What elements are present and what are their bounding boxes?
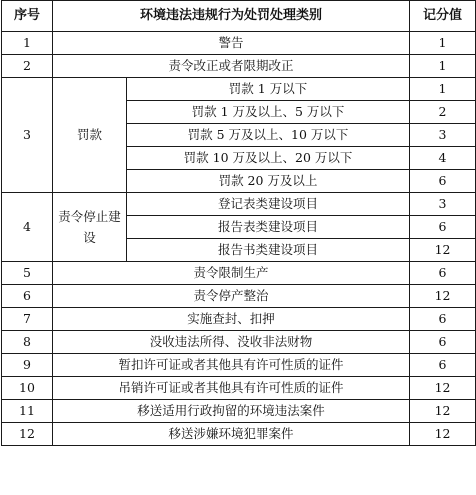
table-row — [2, 423, 476, 446]
row-subcategory: 报告书类建设项目 — [127, 239, 410, 262]
table-row — [2, 354, 476, 377]
row-subcategory: 罚款 20 万及以上 — [127, 170, 410, 193]
table-header-row — [2, 1, 476, 32]
row-category: 责令限制生产 — [53, 262, 410, 285]
row-points: 6 — [410, 262, 476, 285]
table-row — [2, 78, 476, 101]
table-row — [2, 377, 476, 400]
row-seq: 7 — [2, 308, 53, 331]
row-points: 3 — [410, 124, 476, 147]
row-points: 12 — [410, 423, 476, 446]
row-seq: 6 — [2, 285, 53, 308]
table-row — [2, 400, 476, 423]
row-seq: 10 — [2, 377, 53, 400]
header-points: 记分值 — [410, 1, 476, 32]
row-points: 12 — [410, 400, 476, 423]
penalty-score-table — [1, 0, 476, 446]
row-category: 警告 — [53, 32, 410, 55]
row-category: 吊销许可证或者其他具有许可性质的证件 — [53, 377, 410, 400]
header-category: 环境违法违规行为处罚处理类别 — [53, 1, 410, 32]
row-points: 1 — [410, 32, 476, 55]
table-row — [2, 331, 476, 354]
row-group: 罚款 — [53, 78, 127, 193]
row-seq: 1 — [2, 32, 53, 55]
row-seq: 11 — [2, 400, 53, 423]
row-category: 责令改正或者限期改正 — [53, 55, 410, 78]
row-subcategory: 罚款 1 万及以上、5 万以下 — [127, 101, 410, 124]
table-row — [2, 285, 476, 308]
row-seq: 12 — [2, 423, 53, 446]
row-points: 12 — [410, 285, 476, 308]
table-row — [2, 55, 476, 78]
row-subcategory: 罚款 5 万及以上、10 万以下 — [127, 124, 410, 147]
row-category: 没收违法所得、没收非法财物 — [53, 331, 410, 354]
header-seq: 序号 — [2, 1, 53, 32]
row-category: 移送适用行政拘留的环境违法案件 — [53, 400, 410, 423]
row-points: 6 — [410, 170, 476, 193]
row-points: 12 — [410, 377, 476, 400]
row-category: 暂扣许可证或者其他具有许可性质的证件 — [53, 354, 410, 377]
row-seq: 2 — [2, 55, 53, 78]
row-points: 1 — [410, 55, 476, 78]
table-row — [2, 193, 476, 216]
row-subcategory: 报告表类建设项目 — [127, 216, 410, 239]
row-points: 6 — [410, 354, 476, 377]
table-row — [2, 32, 476, 55]
row-group: 责令停止建设 — [53, 193, 127, 262]
row-points: 6 — [410, 308, 476, 331]
row-points: 12 — [410, 239, 476, 262]
row-subcategory: 罚款 1 万以下 — [127, 78, 410, 101]
table-row — [2, 262, 476, 285]
row-seq: 8 — [2, 331, 53, 354]
row-seq: 4 — [2, 193, 53, 262]
row-category: 实施查封、扣押 — [53, 308, 410, 331]
row-seq: 5 — [2, 262, 53, 285]
row-subcategory: 罚款 10 万及以上、20 万以下 — [127, 147, 410, 170]
row-points: 1 — [410, 78, 476, 101]
row-points: 4 — [410, 147, 476, 170]
row-seq: 9 — [2, 354, 53, 377]
row-points: 6 — [410, 216, 476, 239]
table-row — [2, 308, 476, 331]
row-points: 6 — [410, 331, 476, 354]
row-category: 责令停产整治 — [53, 285, 410, 308]
row-points: 3 — [410, 193, 476, 216]
row-points: 2 — [410, 101, 476, 124]
row-category: 移送涉嫌环境犯罪案件 — [53, 423, 410, 446]
row-seq: 3 — [2, 78, 53, 193]
row-subcategory: 登记表类建设项目 — [127, 193, 410, 216]
